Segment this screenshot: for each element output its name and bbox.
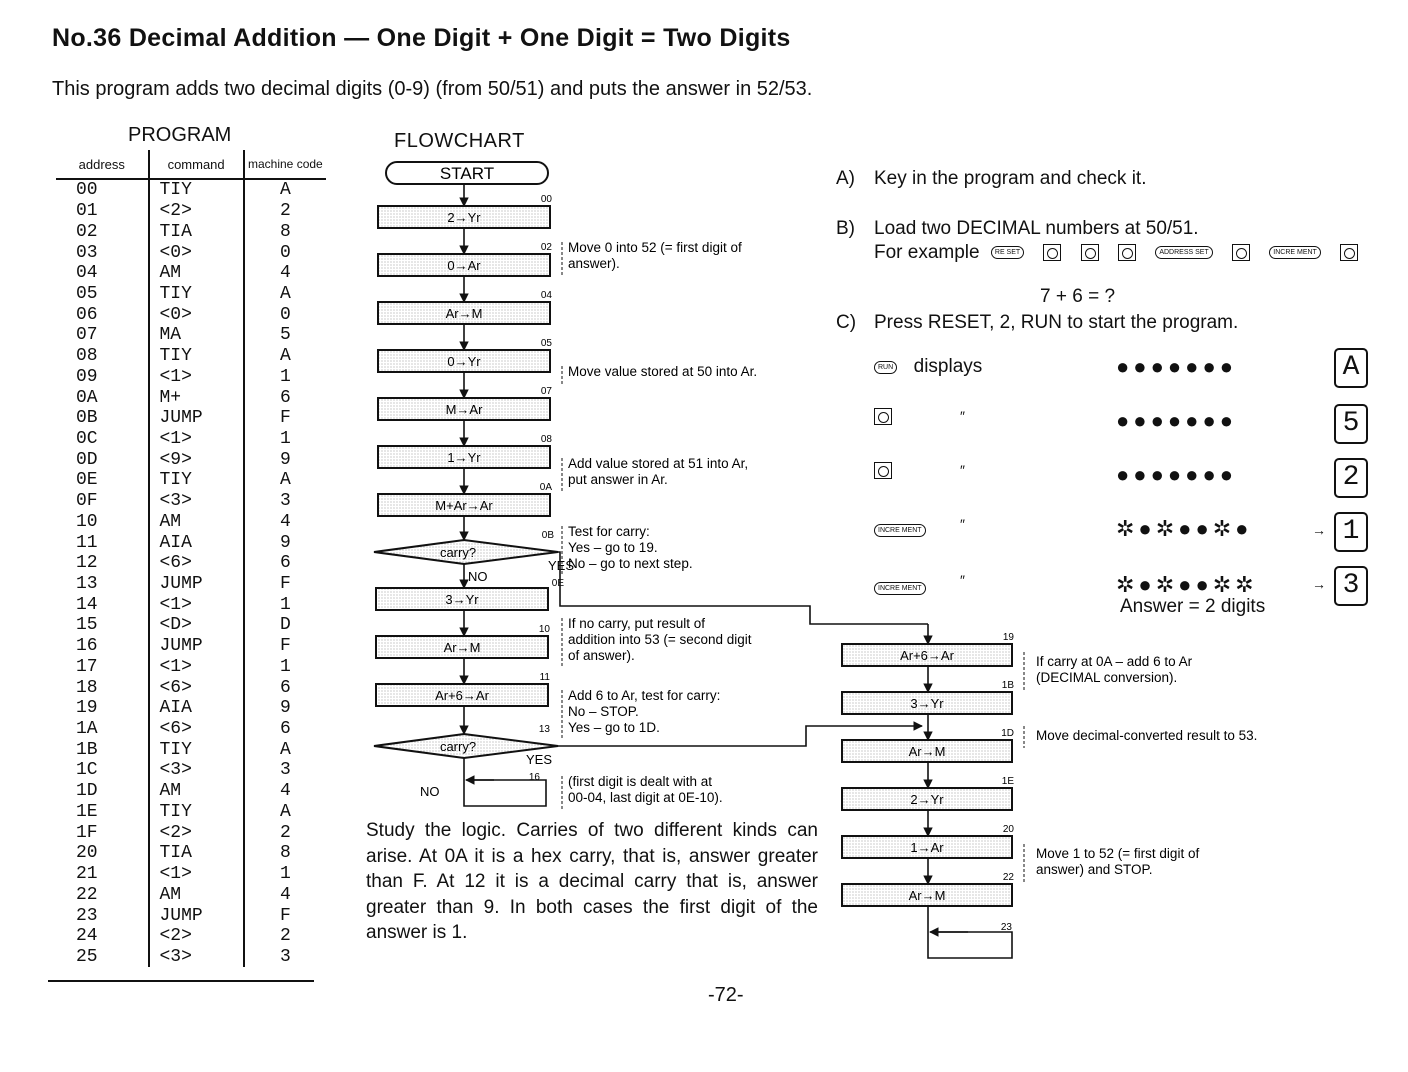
- machine-code-cell: 3: [244, 947, 326, 968]
- machine-code-cell: 9: [244, 532, 326, 553]
- step-a-letter: A): [836, 168, 855, 189]
- process-label: 2→Yr: [447, 210, 481, 225]
- increment-key-icon: INCRE MENT: [874, 524, 926, 537]
- flowchart-heading: FLOWCHART: [394, 130, 525, 152]
- address-cell: 25: [76, 946, 98, 967]
- led-row-blinking: ✲●✲●●✲✲: [1116, 572, 1258, 597]
- address-marker: 05: [540, 338, 552, 349]
- address-marker: 00: [540, 194, 552, 205]
- address-cell: 08: [76, 346, 98, 367]
- command-cell: AIA: [149, 532, 244, 553]
- step-b-text: Load two DECIMAL numbers at 50/51.: [874, 218, 1199, 239]
- process-label: 0→Ar: [447, 258, 481, 273]
- flowchart-note-line: Yes – go to 19.: [568, 540, 658, 555]
- address-cell: 06: [76, 304, 98, 325]
- flowchart-note-line: If no carry, put result of: [568, 616, 706, 631]
- data-switch-icon: [1232, 244, 1250, 261]
- command-cell: AM: [149, 781, 244, 802]
- flowchart-note-line: Move 1 to 52 (= first digit of: [1036, 846, 1200, 861]
- process-label: 2→Yr: [910, 792, 944, 807]
- seven-segment-digit: 5: [1334, 404, 1368, 444]
- address-cell: 05: [76, 283, 98, 304]
- no-label: NO: [468, 569, 488, 584]
- address-set-key-icon: ADDRESS SET: [1155, 246, 1212, 259]
- command-cell: <6>: [149, 553, 244, 574]
- answer-note: Answer = 2 digits: [1120, 596, 1266, 617]
- address-marker: 02: [540, 242, 552, 253]
- program-table: [56, 150, 326, 967]
- table-row: [56, 677, 326, 698]
- led-row: ●●●●●●●: [1116, 354, 1238, 379]
- table-row: [56, 201, 326, 222]
- table-row: [56, 242, 326, 263]
- table-row: [56, 470, 326, 491]
- machine-code-cell: 8: [244, 843, 326, 864]
- data-switch-icon: [1340, 244, 1358, 261]
- machine-code-cell: 6: [244, 387, 326, 408]
- flowchart-note-line: answer) and STOP.: [1036, 862, 1153, 877]
- address-cell: 1C: [76, 760, 98, 781]
- machine-code-cell: 9: [244, 449, 326, 470]
- command-cell: TIY: [149, 284, 244, 305]
- decision-label: carry?: [439, 545, 477, 560]
- ditto-mark: ″: [960, 462, 965, 478]
- address-cell: 24: [76, 926, 98, 947]
- table-row: [56, 698, 326, 719]
- command-cell: AM: [149, 512, 244, 533]
- command-cell: <3>: [149, 491, 244, 512]
- ditto-mark: ″: [960, 408, 965, 424]
- displays-label: displays: [913, 356, 983, 377]
- command-cell: JUMP: [149, 636, 244, 657]
- command-cell: <0>: [149, 242, 244, 263]
- intro-text: This program adds two decimal digits (0-9) (from 50/51) and puts the answer in 52/53.: [52, 78, 813, 100]
- data-switch-icon: [874, 408, 892, 425]
- flowchart-note-line: Add value stored at 51 into Ar,: [568, 456, 749, 471]
- command-cell: TIY: [149, 179, 244, 201]
- ditto-mark: ″: [960, 516, 965, 532]
- table-bottom-rule: [48, 980, 314, 982]
- flowchart-note-line: Yes – go to 1D.: [568, 720, 660, 735]
- machine-code-cell: 1: [244, 594, 326, 615]
- process-label: 1→Yr: [447, 450, 481, 465]
- address-marker: 1B: [1001, 680, 1014, 691]
- table-row: [56, 366, 326, 387]
- step-c: [836, 312, 1238, 334]
- machine-code-cell: 6: [244, 553, 326, 574]
- address-marker: 07: [540, 386, 552, 397]
- address-cell: 0A: [76, 387, 98, 408]
- command-cell: <1>: [149, 657, 244, 678]
- program-body: [56, 179, 326, 967]
- run-key-icon: RUN: [874, 361, 897, 374]
- table-row: [56, 843, 326, 864]
- address-cell: 23: [76, 905, 98, 926]
- address-cell: 1E: [76, 801, 98, 822]
- address-cell: 1D: [76, 781, 98, 802]
- machine-code-cell: F: [244, 636, 326, 657]
- address-cell: 14: [76, 594, 98, 615]
- machine-code-cell: F: [244, 408, 326, 429]
- address-cell: 22: [76, 884, 98, 905]
- address-cell: 1F: [76, 822, 98, 843]
- page-title: No.36 Decimal Addition — One Digit + One Digit = Two Digits: [52, 24, 791, 52]
- command-cell: TIY: [149, 739, 244, 760]
- table-row: [56, 760, 326, 781]
- address-marker: 19: [1002, 632, 1014, 643]
- arrow-icon: →: [1312, 522, 1326, 538]
- table-row: [56, 325, 326, 346]
- address-cell: 19: [76, 698, 98, 719]
- process-label: Ar→M: [908, 744, 946, 759]
- step-c-letter: C): [836, 312, 857, 333]
- address-marker: 1E: [1001, 776, 1014, 787]
- command-cell: <1>: [149, 594, 244, 615]
- table-row: [56, 179, 326, 201]
- machine-code-cell: 6: [244, 719, 326, 740]
- address-cell: 03: [76, 242, 98, 263]
- address-marker: 1D: [1001, 728, 1014, 739]
- table-row: [56, 284, 326, 305]
- command-cell: <9>: [149, 449, 244, 470]
- address-cell: 10: [76, 511, 98, 532]
- seven-segment-digit: 2: [1334, 458, 1368, 498]
- led-row: ●●●●●●●: [1116, 462, 1238, 487]
- address-marker: 0A: [539, 482, 552, 493]
- display-row-1: [874, 356, 982, 378]
- process-label: 3→Yr: [910, 696, 944, 711]
- address-marker: 10: [538, 624, 550, 635]
- machine-code-cell: A: [244, 179, 326, 201]
- command-cell: <2>: [149, 822, 244, 843]
- address-cell: 17: [76, 656, 98, 677]
- column-header-address: address: [56, 150, 149, 179]
- seven-segment-digit: 3: [1334, 566, 1368, 606]
- command-cell: <1>: [149, 429, 244, 450]
- machine-code-cell: A: [244, 284, 326, 305]
- step-a: [836, 168, 1146, 190]
- table-row: [56, 491, 326, 512]
- machine-code-cell: 2: [244, 201, 326, 222]
- step-c-text: Press RESET, 2, RUN to start the program.: [874, 312, 1239, 333]
- flowchart-note-line: No – STOP.: [568, 704, 639, 719]
- machine-code-cell: 4: [244, 884, 326, 905]
- machine-code-cell: 1: [244, 864, 326, 885]
- address-cell: 20: [76, 843, 98, 864]
- address-cell: 04: [76, 263, 98, 284]
- command-cell: <1>: [149, 366, 244, 387]
- flowchart-note-line: No – go to next step.: [568, 556, 693, 571]
- machine-code-cell: 6: [244, 677, 326, 698]
- data-switch-icon: [1043, 244, 1061, 261]
- command-cell: AM: [149, 884, 244, 905]
- address-marker: 11: [539, 672, 550, 683]
- process-label: M+Ar→Ar: [435, 498, 493, 513]
- seven-segment-digit: A: [1334, 348, 1368, 388]
- address-cell: 15: [76, 615, 98, 636]
- program-heading: PROGRAM: [128, 124, 232, 146]
- command-cell: AM: [149, 263, 244, 284]
- yes-label: YES: [525, 752, 552, 767]
- step-b: [836, 218, 1199, 240]
- table-row: [56, 926, 326, 947]
- address-marker: 16: [528, 772, 540, 783]
- address-marker: 23: [1000, 922, 1012, 933]
- table-row: [56, 304, 326, 325]
- table-row: [56, 574, 326, 595]
- data-switch-icon: [1118, 244, 1136, 261]
- address-cell: 09: [76, 366, 98, 387]
- address-cell: 00: [76, 180, 98, 201]
- table-row: [56, 905, 326, 926]
- example-equation: 7 + 6 = ?: [1040, 286, 1116, 307]
- process-label: Ar+6→Ar: [900, 648, 954, 663]
- table-row: [56, 947, 326, 968]
- address-marker: 04: [540, 290, 552, 301]
- table-row: [56, 408, 326, 429]
- flowchart-note-line: If carry at 0A – add 6 to Ar: [1036, 654, 1193, 669]
- process-label: Ar→M: [443, 640, 481, 655]
- flowchart-note-line: Move 0 into 52 (= first digit of: [568, 240, 742, 255]
- command-cell: TIA: [149, 221, 244, 242]
- machine-code-cell: A: [244, 470, 326, 491]
- table-row: [56, 449, 326, 470]
- process-label: Ar→M: [445, 306, 483, 321]
- machine-code-cell: 1: [244, 366, 326, 387]
- machine-code-cell: 3: [244, 760, 326, 781]
- switch-icon-row-3: [874, 462, 892, 480]
- command-cell: MA: [149, 325, 244, 346]
- yes-label: YES: [547, 558, 574, 573]
- table-row: [56, 429, 326, 450]
- machine-code-cell: 2: [244, 822, 326, 843]
- machine-code-cell: A: [244, 739, 326, 760]
- address-marker: 0B: [541, 530, 554, 541]
- program-header-row: [56, 150, 326, 179]
- process-label: Ar+6→Ar: [435, 688, 489, 703]
- command-cell: JUMP: [149, 408, 244, 429]
- machine-code-cell: 1: [244, 429, 326, 450]
- for-example-row: [874, 242, 1358, 264]
- flowchart-note-line: put answer in Ar.: [568, 472, 668, 487]
- study-paragraph: Study the logic. Carries of two different kinds can arise. At 0A it is a hex carry, that is, answer greater than F. At 12 it is a decimal carry that is, answer greater than 9. In both cases the first digit of the answer is 1.: [366, 820, 818, 943]
- machine-code-cell: F: [244, 905, 326, 926]
- data-switch-icon: [874, 462, 892, 479]
- address-marker: 08: [540, 434, 552, 445]
- process-label: 3→Yr: [445, 592, 479, 607]
- flowchart-note-line: addition into 53 (= second digit: [568, 632, 752, 647]
- address-cell: 21: [76, 864, 98, 885]
- switch-icon-row-2: [874, 408, 892, 426]
- machine-code-cell: D: [244, 615, 326, 636]
- command-cell: TIY: [149, 470, 244, 491]
- page-number: -72-: [708, 984, 744, 1006]
- step-a-text: Key in the program and check it.: [874, 168, 1147, 189]
- command-cell: <2>: [149, 926, 244, 947]
- machine-code-cell: 0: [244, 242, 326, 263]
- process-label: 0→Yr: [447, 354, 481, 369]
- machine-code-cell: 9: [244, 698, 326, 719]
- increment-key-row-4: [874, 522, 926, 540]
- address-cell: 0E: [76, 470, 98, 491]
- command-cell: <3>: [149, 947, 244, 968]
- data-switch-icon: [1081, 244, 1099, 261]
- address-cell: 07: [76, 325, 98, 346]
- command-cell: TIA: [149, 843, 244, 864]
- flowchart-note-line: Test for carry:: [568, 524, 650, 539]
- step-b-letter: B): [836, 218, 855, 239]
- decision-label: carry?: [439, 739, 477, 754]
- address-marker: 20: [1002, 824, 1014, 835]
- address-cell: 1B: [76, 739, 98, 760]
- table-row: [56, 532, 326, 553]
- for-example-label: For example: [874, 242, 980, 263]
- seven-segment-digit: 1: [1334, 512, 1368, 552]
- flowchart-note-line: Add 6 to Ar, test for carry:: [568, 688, 721, 703]
- table-row: [56, 387, 326, 408]
- address-cell: 0D: [76, 449, 98, 470]
- command-cell: JUMP: [149, 905, 244, 926]
- address-marker: 13: [538, 724, 550, 735]
- machine-code-cell: 4: [244, 781, 326, 802]
- flowchart-note-line: (first digit is dealt with at: [568, 774, 713, 789]
- address-cell: 16: [76, 636, 98, 657]
- table-row: [56, 719, 326, 740]
- flowchart-note-line: Move value stored at 50 into Ar.: [568, 364, 758, 379]
- command-cell: <2>: [149, 201, 244, 222]
- increment-key-icon: INCRE MENT: [1269, 246, 1321, 259]
- led-row: ●●●●●●●: [1116, 408, 1238, 433]
- process-label: M→Ar: [445, 402, 483, 417]
- machine-code-cell: 5: [244, 325, 326, 346]
- machine-code-cell: A: [244, 802, 326, 823]
- flowchart-note-line: (DECIMAL conversion).: [1036, 670, 1178, 685]
- command-cell: <6>: [149, 719, 244, 740]
- increment-key-icon: INCRE MENT: [874, 582, 926, 595]
- table-row: [56, 512, 326, 533]
- machine-code-cell: 4: [244, 512, 326, 533]
- address-cell: 11: [76, 532, 98, 553]
- command-cell: M+: [149, 387, 244, 408]
- table-row: [56, 739, 326, 760]
- flowchart-note-line: answer).: [568, 256, 620, 271]
- command-cell: <0>: [149, 304, 244, 325]
- machine-code-cell: 0: [244, 304, 326, 325]
- table-row: [56, 594, 326, 615]
- address-cell: 01: [76, 201, 98, 222]
- address-cell: 0B: [76, 408, 98, 429]
- no-label: NO: [420, 784, 440, 799]
- machine-code-cell: 1: [244, 657, 326, 678]
- address-cell: 1A: [76, 719, 98, 740]
- table-row: [56, 263, 326, 284]
- process-label: Ar→M: [908, 888, 946, 903]
- machine-code-cell: 4: [244, 263, 326, 284]
- table-row: [56, 884, 326, 905]
- table-row: [56, 657, 326, 678]
- table-row: [56, 553, 326, 574]
- column-header-machine-code: machine code: [244, 150, 326, 179]
- address-marker: 22: [1002, 872, 1014, 883]
- flowchart-note-line: 00-04, last digit at 0E-10).: [568, 790, 723, 805]
- command-cell: <D>: [149, 615, 244, 636]
- arrow-icon: →: [1312, 576, 1326, 592]
- command-cell: <1>: [149, 864, 244, 885]
- column-header-command: command: [149, 150, 244, 179]
- table-row: [56, 864, 326, 885]
- table-row: [56, 221, 326, 242]
- table-row: [56, 802, 326, 823]
- increment-key-row-5: [874, 580, 926, 598]
- command-cell: JUMP: [149, 574, 244, 595]
- table-row: [56, 781, 326, 802]
- machine-code-cell: F: [244, 574, 326, 595]
- address-cell: 13: [76, 574, 98, 595]
- machine-code-cell: 2: [244, 926, 326, 947]
- table-row: [56, 822, 326, 843]
- address-cell: 18: [76, 677, 98, 698]
- flowchart-note-line: Move decimal-converted result to 53.: [1036, 728, 1258, 743]
- reset-key-icon: RE SET: [991, 246, 1024, 259]
- table-row: [56, 615, 326, 636]
- address-cell: 0C: [76, 428, 98, 449]
- machine-code-cell: 8: [244, 221, 326, 242]
- command-cell: <6>: [149, 677, 244, 698]
- command-cell: TIY: [149, 802, 244, 823]
- address-cell: 02: [76, 221, 98, 242]
- ditto-mark: ″: [960, 572, 965, 588]
- command-cell: TIY: [149, 346, 244, 367]
- flowchart-note-line: of answer).: [568, 648, 635, 663]
- address-cell: 0F: [76, 491, 98, 512]
- command-cell: <3>: [149, 760, 244, 781]
- led-row-blinking: ✲●✲●●✲●: [1116, 516, 1253, 541]
- process-label: 1→Ar: [910, 840, 944, 855]
- address-cell: 12: [76, 553, 98, 574]
- command-cell: AIA: [149, 698, 244, 719]
- address-marker: 0E: [551, 578, 564, 589]
- start-label: START: [439, 164, 495, 183]
- machine-code-cell: A: [244, 346, 326, 367]
- table-row: [56, 346, 326, 367]
- table-row: [56, 636, 326, 657]
- machine-code-cell: 3: [244, 491, 326, 512]
